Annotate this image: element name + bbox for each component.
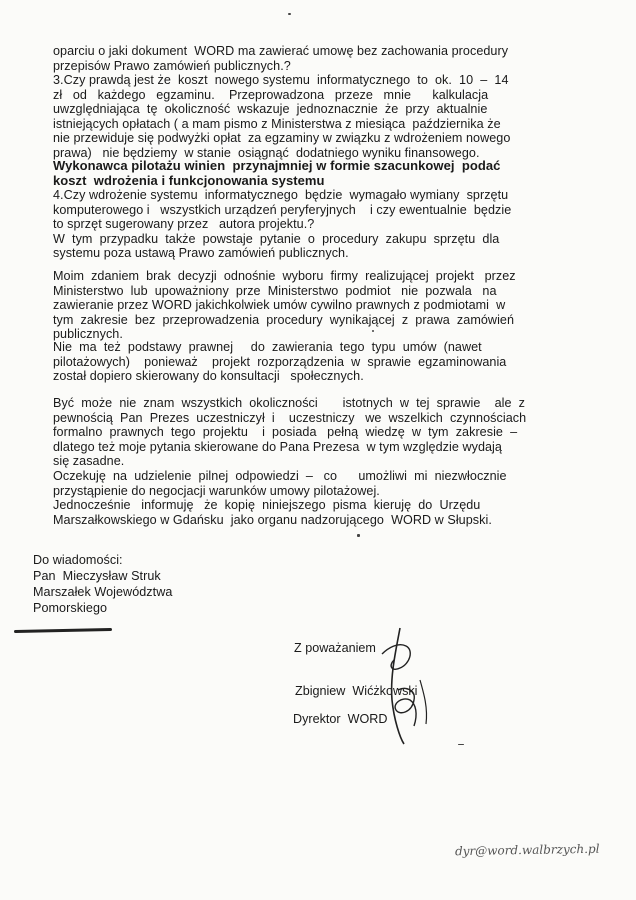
text-line: Marszałek Województwa — [33, 585, 173, 599]
signature-greeting: Z poważaniem — [294, 641, 376, 655]
scan-speck — [288, 13, 291, 15]
text-line: zł od każdego egzaminu. Przeprowadzona przeze mnie kalkulacja — [53, 87, 489, 102]
paragraph-closing — [53, 396, 526, 527]
text-line: Pan Mieczysław Struk — [33, 569, 161, 583]
paragraph-opinion — [53, 269, 516, 342]
text-line: Do wiadomości: — [33, 553, 123, 567]
text-line: prawa) nie będziemy w stanie osiągnąć dodatniego wyniku finansowego. — [53, 145, 480, 160]
scan-speck — [372, 330, 374, 332]
text-line: dlatego też moje pytania skierowane do Pana Prezesa w tym względzie wydają — [53, 439, 502, 454]
text-line: systemu poza ustawą Prawo zamówień publicznych. — [53, 246, 349, 261]
paragraph-question-3 — [53, 73, 510, 161]
text-line: nie przewiduje się podwyżki opłat za egzaminy w związku z wdrożeniem nowego — [53, 131, 511, 146]
text-line: formalno prawnych tego projektu i posiada pełną wiedzę w tym zakresie – — [53, 425, 518, 440]
text-line: koszt wdrożenia i funkcjonowania systemu — [53, 172, 325, 188]
scan-speck — [357, 534, 360, 537]
text-line: Moim zdaniem brak decyzji odnośnie wyboru firmy realizującej projekt przez — [53, 269, 516, 283]
text-line: zawieranie przez WORD jakichkolwiek umów cywilno prawnych z podmiotami w — [53, 298, 506, 313]
text-line: 4.Czy wdrożenie systemu informatycznego będzie wymagało wymiany sprzętu — [53, 188, 509, 202]
text-line: uwzględniająca tę okoliczność wskazuje jednoznacznie że przy aktualnie — [53, 102, 488, 117]
scan-speck — [458, 744, 464, 745]
text-line: Marszałkowskiego w Gdańsku jako organu nadzorującego WORD w Słupski. — [53, 512, 492, 527]
signature-name: Zbigniew Wićżkowski — [295, 684, 418, 698]
paragraph-bold-demand — [53, 159, 500, 188]
signature-title: Dyrektor WORD — [293, 712, 388, 726]
text-line: Być może nie znam wszystkich okoliczności istotnych w tej sprawie ale z — [53, 396, 525, 410]
text-line: publicznych. — [53, 327, 123, 342]
text-line: Pomorskiego — [33, 601, 108, 615]
copy-recipients — [33, 552, 172, 616]
paragraph-question-4 — [53, 188, 511, 261]
text-line: tym zakresie bez przeprowadzenia procedury wynikającej z prawa zamówień — [53, 312, 515, 327]
handwritten-signature-icon — [370, 620, 450, 750]
text-line: przepisów Prawo zamówień publicznych.? — [53, 58, 291, 73]
text-line: Ministerstwo lub upoważniony prze Ministerstwo podmiot nie pozwala na — [53, 283, 497, 298]
text-line: Oczekuję na udzielenie pilnej odpowiedzi – co umożliwi mi niezwłocznie — [53, 468, 507, 483]
text-line: W tym przypadku także powstaje pytanie o procedury zakupu sprzętu dla — [53, 231, 500, 246]
text-line: istniejących opłatach ( a mam pismo z Ministerstwa z miesiąca października że — [53, 116, 501, 131]
text-line: został dopiero skierowany do konsultacji społecznych. — [53, 369, 364, 384]
text-line: Jednocześnie informuję że kopię niniejszego pisma kieruję do Urzędu — [53, 498, 481, 513]
text-line: pilotażowych) ponieważ projekt rozporządzenia w sprawie egzaminowania — [53, 354, 507, 369]
paragraph-intro — [53, 44, 508, 73]
text-line: to sprzęt sugerowany przez autora projektu.? — [53, 217, 315, 232]
text-line: Wykonawca pilotażu winien przynajmniej w formie szacunkowej podać — [53, 158, 501, 173]
text-line: przystąpienie do negocjacji warunków umowy pilotażowej. — [53, 483, 380, 498]
text-line: Nie ma też podstawy prawnej do zawierania tego typu umów (nawet — [53, 340, 482, 354]
handwritten-email: dyr@word.walbrzych.pl — [454, 841, 600, 859]
text-line: 3.Czy prawdą jest że koszt nowego systemu informatycznego to ok. 10 – 14 — [53, 73, 509, 87]
text-line: pewnością Pan Prezes uczestniczył i uczestniczy we wszelkich czynnościach — [53, 410, 527, 425]
text-line: komputerowego i wszystkich urządzeń peryferyjnych i czy ewentualnie będzie — [53, 202, 512, 217]
text-line: się zasadne. — [53, 454, 125, 469]
paragraph-legal-basis — [53, 340, 506, 384]
handwritten-dash — [14, 628, 112, 633]
text-line: oparciu o jaki dokument WORD ma zawierać umowę bez zachowania procedury — [53, 44, 509, 58]
